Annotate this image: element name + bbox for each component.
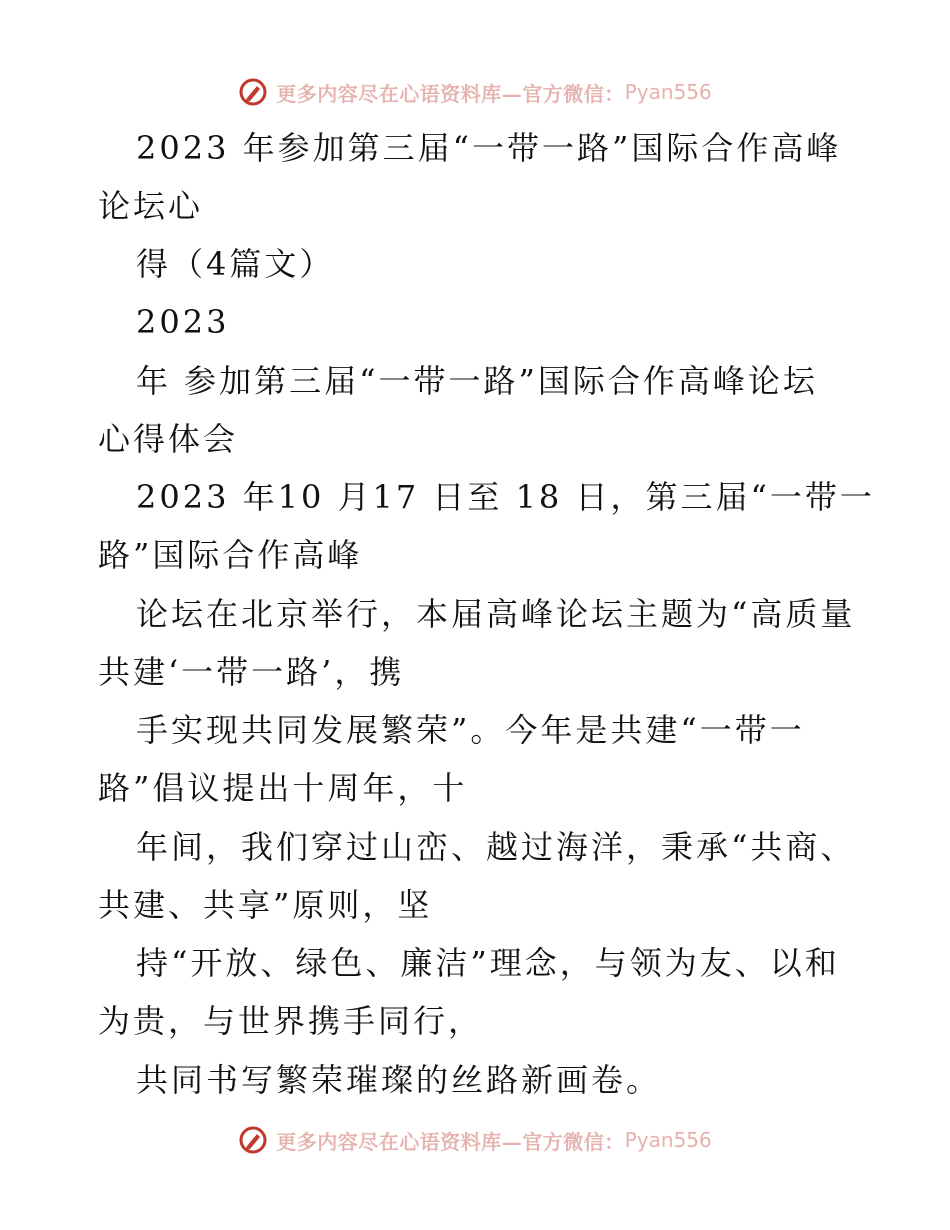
watermark-wechat-id: Pyan556 <box>624 80 712 104</box>
text-line: 2023 年10 月17 日至 18 日，第三届“一带一 <box>136 478 875 516</box>
text-line: 共建‘一带一路’，携 <box>98 653 405 691</box>
text-line: 共建、共享”原则，坚 <box>98 886 433 924</box>
text-line: 持“开放、绿色、廉洁”理念，与领为友、以和 <box>136 944 840 982</box>
watermark-wechat-id: Pyan556 <box>624 1128 712 1152</box>
text-line: 年 参加第三届“一带一路”国际合作高峰论坛 <box>136 362 818 400</box>
watermark-text: 更多内容尽在心语资料库—官方微信： <box>276 1129 625 1154</box>
footer-watermark <box>0 1120 950 1160</box>
text-line: 2023 年参加第三届“一带一路”国际合作高峰 <box>136 129 842 167</box>
text-line: 论坛心 <box>98 187 204 225</box>
pen-logo-icon <box>238 77 268 107</box>
text-line: 手实现共同发展繁荣”。今年是共建“一带一 <box>136 711 805 749</box>
text-line: 路”倡议提出十周年，十 <box>98 769 468 807</box>
text-line: 论坛在北京举行，本届高峰论坛主题为“高质量 <box>136 595 856 633</box>
header-watermark <box>0 72 950 112</box>
text-line: 为贵，与世界携手同行， <box>98 1002 484 1040</box>
text-line: 路”国际合作高峰 <box>98 536 363 574</box>
text-line: 年间，我们穿过山峦、越过海洋，秉承“共商、 <box>136 828 856 866</box>
text-line: 2023 <box>136 303 230 341</box>
pen-logo-icon <box>238 1125 268 1155</box>
text-line: 得（4篇文） <box>136 245 335 283</box>
text-line: 共同书写繁荣璀璨的丝路新画卷。 <box>136 1061 662 1099</box>
text-line: 心得体会 <box>98 420 239 458</box>
watermark-text: 更多内容尽在心语资料库—官方微信： <box>276 81 625 106</box>
